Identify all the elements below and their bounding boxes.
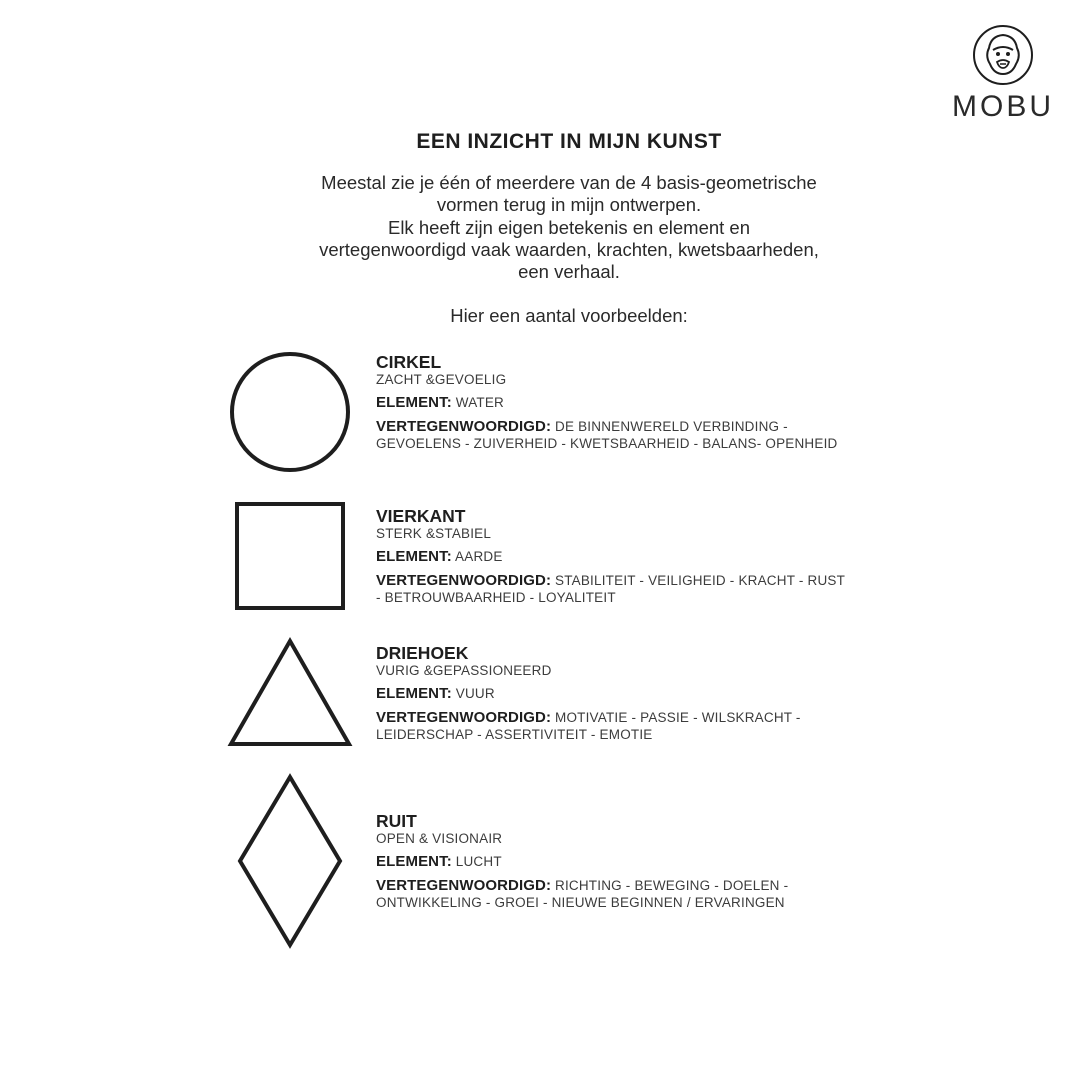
- element-row: [376, 685, 846, 703]
- shape-entry-circle: [376, 352, 846, 453]
- shape-name: DRIEHOEK: [376, 643, 469, 663]
- element-row: [376, 853, 846, 871]
- element-row: [376, 548, 846, 566]
- represents-value: MOTIVATIE - PASSIE - WILSKRACHT - LEIDERSCHAP - ASSERTIVITEIT - EMOTIE: [376, 709, 801, 742]
- gorilla-logo-icon: [972, 24, 1034, 86]
- represents-value: RICHTING - BEWEGING - DOELEN - ONTWIKKELING - GROEI - NIEUWE BEGINNEN / ERVARINGEN: [376, 877, 789, 910]
- shape-entry-square: [376, 506, 846, 607]
- triangle-icon: [226, 636, 354, 748]
- shape-subtitle: VURIG &GEPASSIONEERD: [376, 663, 552, 678]
- represents-row: [376, 709, 846, 744]
- represents-row: [376, 572, 846, 607]
- shape-entry-diamond: [376, 811, 846, 912]
- brand-name: MOBU: [952, 90, 1054, 123]
- intro-line: vormen terug in mijn ontwerpen.: [436, 194, 702, 216]
- element-value: VUUR: [455, 686, 495, 701]
- circle-icon: [228, 350, 352, 474]
- square-icon: [234, 501, 346, 611]
- element-value: LUCHT: [455, 854, 502, 869]
- element-label: ELEMENT:: [376, 853, 452, 870]
- shape-entry-triangle: [376, 643, 846, 744]
- represents-label: VERTEGENWOORDIGD:: [376, 417, 552, 435]
- intro-line: Elk heeft zijn eigen betekenis en element en: [387, 216, 750, 238]
- represents-label: VERTEGENWOORDIGD:: [376, 571, 552, 589]
- shape-subtitle: ZACHT &GEVOELIG: [376, 372, 507, 387]
- diamond-icon: [236, 773, 344, 949]
- represents-value: STABILITEIT - VEILIGHEID - KRACHT - RUST - BETROUWBAARHEID - LOYALITEIT: [376, 572, 845, 605]
- shape-name: CIRKEL: [376, 352, 442, 372]
- page-title: EEN INZICHT IN MIJN KUNST: [416, 130, 722, 153]
- intro-line: Meestal zie je één of meerdere van de 4 basis-geometrische: [321, 172, 817, 193]
- brand-logo: [950, 24, 1056, 124]
- intro-line: vertegenwoordigd vaak waarden, krachten, kwetsbaarheden,: [319, 238, 819, 260]
- examples-line: Hier een aantal voorbeelden:: [450, 305, 688, 327]
- intro-text: [270, 172, 868, 328]
- shape-name: VIERKANT: [376, 506, 466, 526]
- shape-subtitle: OPEN & VISIONAIR: [376, 831, 503, 846]
- represents-row: [376, 877, 846, 912]
- shape-name: RUIT: [376, 811, 417, 831]
- intro-line: een verhaal.: [518, 261, 620, 283]
- element-label: ELEMENT:: [376, 548, 452, 565]
- element-row: [376, 394, 846, 412]
- represents-value: DE BINNENWERELD VERBINDING - GEVOELENS - ZUIVERHEID - KWETSBAARHEID - BALANS- OPENHEID: [376, 418, 838, 451]
- element-value: AARDE: [455, 549, 503, 564]
- shape-subtitle: STERK &STABIEL: [376, 526, 492, 541]
- represents-label: VERTEGENWOORDIGD:: [376, 708, 552, 726]
- element-label: ELEMENT:: [376, 394, 452, 411]
- element-label: ELEMENT:: [376, 685, 452, 702]
- represents-row: [376, 418, 846, 453]
- element-value: WATER: [455, 395, 505, 410]
- represents-label: VERTEGENWOORDIGD:: [376, 876, 552, 894]
